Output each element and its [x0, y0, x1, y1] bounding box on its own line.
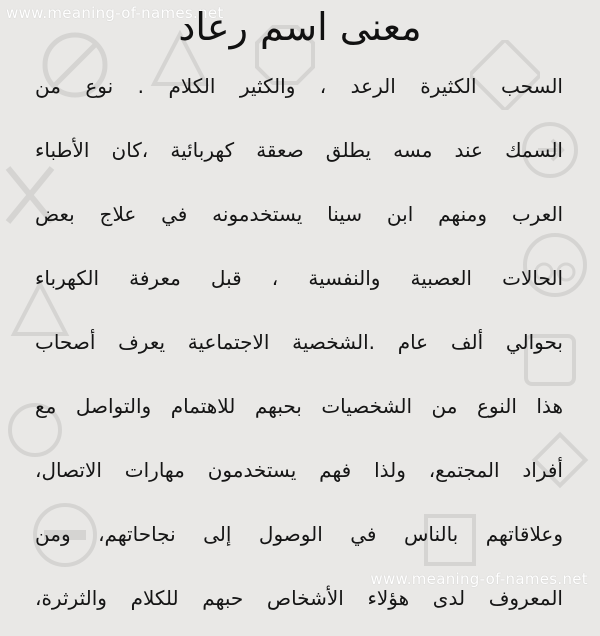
- paragraph-line: أفراد المجتمع، ولذا فهم يستخدمون مهارات الاتصال،: [35, 458, 563, 482]
- paragraph-line: وعلاقاتهم بالناس في الوصول إلى نجاحاتهم، ومن: [35, 522, 563, 546]
- paragraph-line: بحوالي ألف عام .الشخصية الاجتماعية يعرف أصحاب: [35, 330, 563, 354]
- paragraph-line: الحالات العصبية والنفسية ، قبل معرفة الكهرباء: [35, 266, 563, 290]
- paragraph-line: المعروف لدى هؤلاء الأشخاص حبهم للكلام والثرثرة،: [35, 586, 563, 610]
- paragraph-line: السحب الكثيرة الرعد ، والكثير الكلام . نوع من: [35, 74, 563, 98]
- watermark-top: www.meaning-of-names.net: [6, 4, 224, 22]
- paragraph-line: العرب ومنهم ابن سينا يستخدمونه في علاج بعض: [35, 202, 563, 226]
- page-title: معنى اسم رعاد: [178, 5, 422, 49]
- watermark-bottom: www.meaning-of-names.net: [370, 570, 588, 588]
- paragraph-line: السمك عند مسه يطلق صعقة كهربائية ،كان الأطباء: [35, 138, 563, 162]
- paragraph-line: هذا النوع من الشخصيات بحبهم للاهتمام والتواصل مع: [35, 394, 563, 418]
- meaning-paragraph: [35, 60, 563, 636]
